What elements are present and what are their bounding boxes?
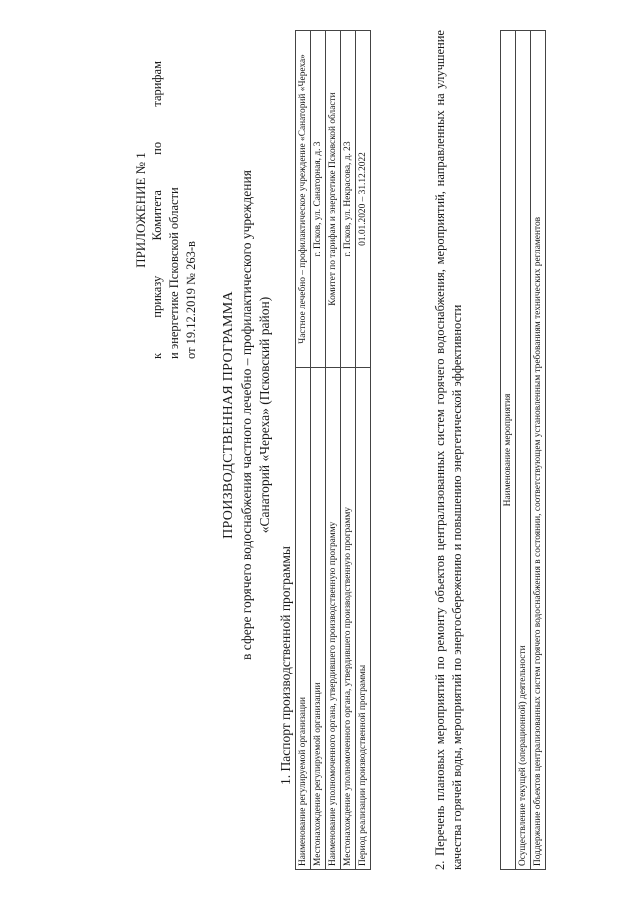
appendix-title: ПРИЛОЖЕНИЕ № 1 bbox=[133, 152, 148, 268]
table-row bbox=[296, 31, 311, 870]
program-title: ПРОИЗВОДСТВЕННАЯ ПРОГРАММА bbox=[221, 291, 236, 539]
passport-label: Наименование уполномоченного органа, утвердившего производственную программу bbox=[326, 368, 341, 870]
passport-table bbox=[295, 30, 371, 870]
passport-value: г. Псков, ул. Некрасова, д. 23 bbox=[341, 31, 356, 368]
program-subtitle-line-1: в сфере горячего водоснабжения частного лечебно – профилактического учреждения bbox=[239, 170, 254, 660]
passport-value: г. Псков, ул. Санаторная, д. 3 bbox=[311, 31, 326, 368]
passport-label: Период реализации производственной программы bbox=[356, 368, 371, 870]
measure-item: Поддержание объектов централизованных систем горячего водоснабжения в состоянии, соответствующем установленным требованиям технических регламентов bbox=[531, 31, 546, 870]
section-2-heading: 2. Перечень плановых мероприятий по ремонту объектов централизованных систем горячего водоснабжения, мероприятий, направленных на улучшение качества горячей воды, мероприятий по энергосбережению и повышению энергетической эффективности bbox=[433, 30, 464, 870]
table-row bbox=[311, 31, 326, 870]
passport-value: Частное лечебно – профилактическое учреждение «Санаторий «Череха» bbox=[296, 31, 311, 368]
measure-item: Осуществление текущей (операционной) деятельности bbox=[516, 31, 531, 870]
table-row bbox=[531, 31, 546, 870]
table-row bbox=[326, 31, 341, 870]
table-row bbox=[356, 31, 371, 870]
passport-label: Местонахождение уполномоченного органа, утвердившего производственную программу bbox=[341, 368, 356, 870]
table-row bbox=[341, 31, 356, 870]
table-header-row bbox=[501, 31, 516, 870]
program-title-block bbox=[220, 115, 274, 715]
program-subtitle-line-2: «Санаторий «Череха» (Псковский район) bbox=[257, 296, 272, 534]
measures-table bbox=[500, 30, 546, 870]
appendix-line-2: и энергетике Псковской области bbox=[167, 187, 181, 359]
appendix-line-3: от 19.12.2019 № 263-в bbox=[184, 241, 198, 359]
appendix-line-1: к приказу Комитета по тарифам bbox=[150, 61, 164, 359]
passport-label: Наименование регулируемой организации bbox=[296, 368, 311, 870]
table-row bbox=[516, 31, 531, 870]
measures-column-header: Наименование мероприятия bbox=[501, 31, 516, 870]
passport-label: Местонахождение регулируемой организации bbox=[311, 368, 326, 870]
passport-value: Комитет по тарифам и энергетике Псковской области bbox=[326, 31, 341, 368]
appendix-block bbox=[132, 61, 200, 359]
section-1-heading: 1. Паспорт производственной программы bbox=[278, 546, 293, 785]
passport-value: 01.01.2020 – 31.12.2022 bbox=[356, 31, 371, 368]
